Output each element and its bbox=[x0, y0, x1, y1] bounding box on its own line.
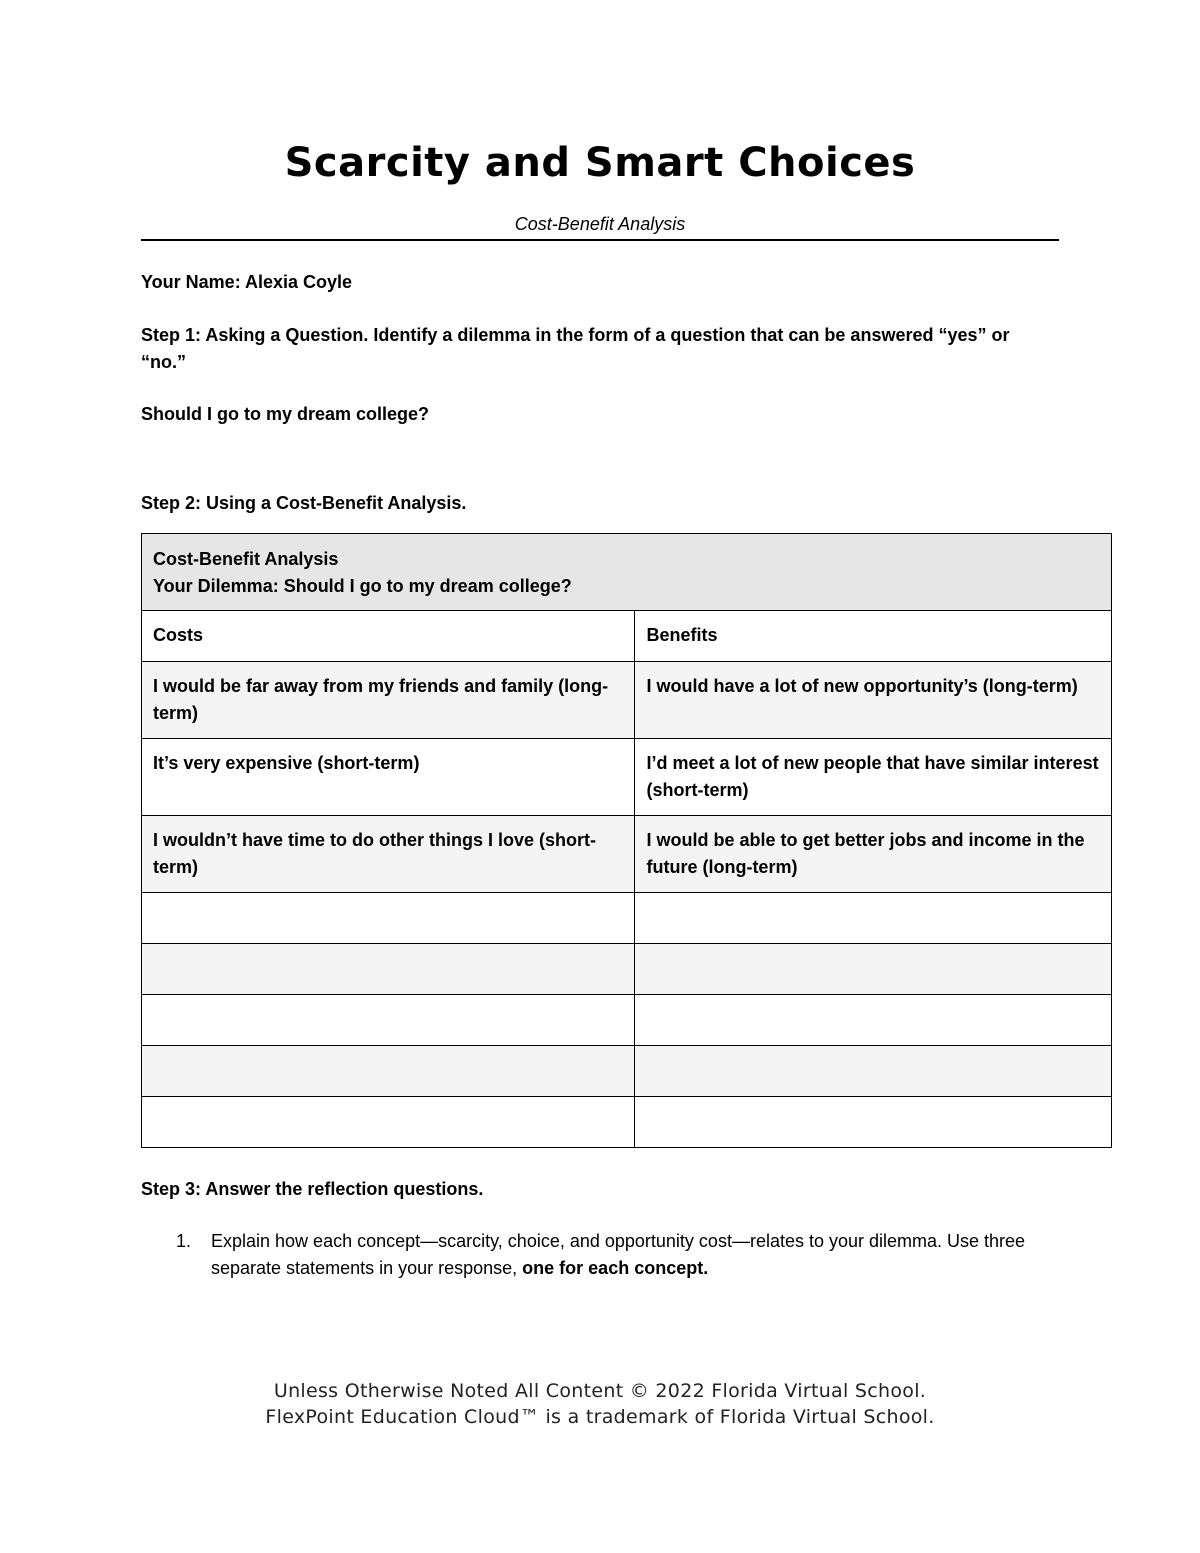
cost-cell[interactable]: It’s very expensive (short-term) bbox=[142, 739, 635, 816]
reflection-question-1 bbox=[176, 1228, 1066, 1282]
table-column-header-row bbox=[142, 611, 1112, 662]
page-footer bbox=[0, 1378, 1200, 1430]
table-heading: Cost-Benefit Analysis bbox=[153, 549, 339, 569]
step1-prompt-line1: Step 1: Asking a Question. Identify a dilemma in the form of a question that can be answered “yes” or bbox=[141, 325, 1010, 345]
cost-cell[interactable] bbox=[142, 1097, 635, 1148]
copyright-line: Unless Otherwise Noted All Content © 2022 Florida Virtual School. bbox=[273, 1380, 927, 1402]
table-row bbox=[142, 816, 1112, 893]
table-row bbox=[142, 893, 1112, 944]
benefit-cell[interactable] bbox=[635, 893, 1112, 944]
table-row bbox=[142, 944, 1112, 995]
benefit-cell[interactable] bbox=[635, 1046, 1112, 1097]
table-row bbox=[142, 1097, 1112, 1148]
table-row bbox=[142, 739, 1112, 816]
question-text-block bbox=[211, 1228, 1066, 1282]
trademark-line: FlexPoint Education Cloud™ is a trademark of Florida Virtual School. bbox=[265, 1406, 935, 1428]
student-name: Your Name: Alexia Coyle bbox=[141, 272, 353, 292]
cost-cell[interactable] bbox=[142, 1046, 635, 1097]
benefits-column-header: Benefits bbox=[635, 611, 1112, 662]
title-divider bbox=[141, 239, 1059, 241]
question-text: Explain how each concept—scarcity, choice, and opportunity cost—relates to your dilemma. Use three separate statements in your response, bbox=[211, 1231, 1026, 1278]
step1-prompt-line2: “no.” bbox=[141, 352, 186, 372]
question-number: 1. bbox=[176, 1231, 192, 1251]
benefit-cell[interactable] bbox=[635, 995, 1112, 1046]
step3-prompt: Step 3: Answer the reflection questions. bbox=[141, 1179, 484, 1199]
benefit-cell[interactable]: I would be able to get better jobs and income in the future (long-term) bbox=[635, 816, 1112, 893]
step1-answer: Should I go to my dream college? bbox=[141, 404, 430, 424]
cost-cell[interactable] bbox=[142, 995, 635, 1046]
table-header-cell bbox=[142, 534, 1112, 611]
costs-column-header: Costs bbox=[142, 611, 635, 662]
page-subtitle: Cost-Benefit Analysis bbox=[514, 214, 686, 234]
question-emphasis: one for each concept. bbox=[522, 1258, 709, 1278]
cost-cell[interactable]: I wouldn’t have time to do other things I love (short-term) bbox=[142, 816, 635, 893]
cost-cell[interactable]: I would be far away from my friends and family (long-term) bbox=[142, 662, 635, 739]
table-header-row bbox=[142, 534, 1112, 611]
benefit-cell[interactable] bbox=[635, 944, 1112, 995]
table-dilemma: Your Dilemma: Should I go to my dream college? bbox=[153, 576, 572, 596]
step1-prompt bbox=[141, 322, 1071, 376]
benefit-cell[interactable] bbox=[635, 1097, 1112, 1148]
page-title: Scarcity and Smart Choices bbox=[284, 140, 916, 186]
table-row bbox=[142, 995, 1112, 1046]
benefit-cell[interactable]: I would have a lot of new opportunity’s (long-term) bbox=[635, 662, 1112, 739]
table-row bbox=[142, 1046, 1112, 1097]
benefit-cell[interactable]: I’d meet a lot of new people that have similar interest (short-term) bbox=[635, 739, 1112, 816]
step2-prompt: Step 2: Using a Cost-Benefit Analysis. bbox=[141, 493, 467, 513]
cost-cell[interactable] bbox=[142, 944, 635, 995]
cost-cell[interactable] bbox=[142, 893, 635, 944]
cost-benefit-table bbox=[141, 533, 1112, 1148]
table-row bbox=[142, 662, 1112, 739]
